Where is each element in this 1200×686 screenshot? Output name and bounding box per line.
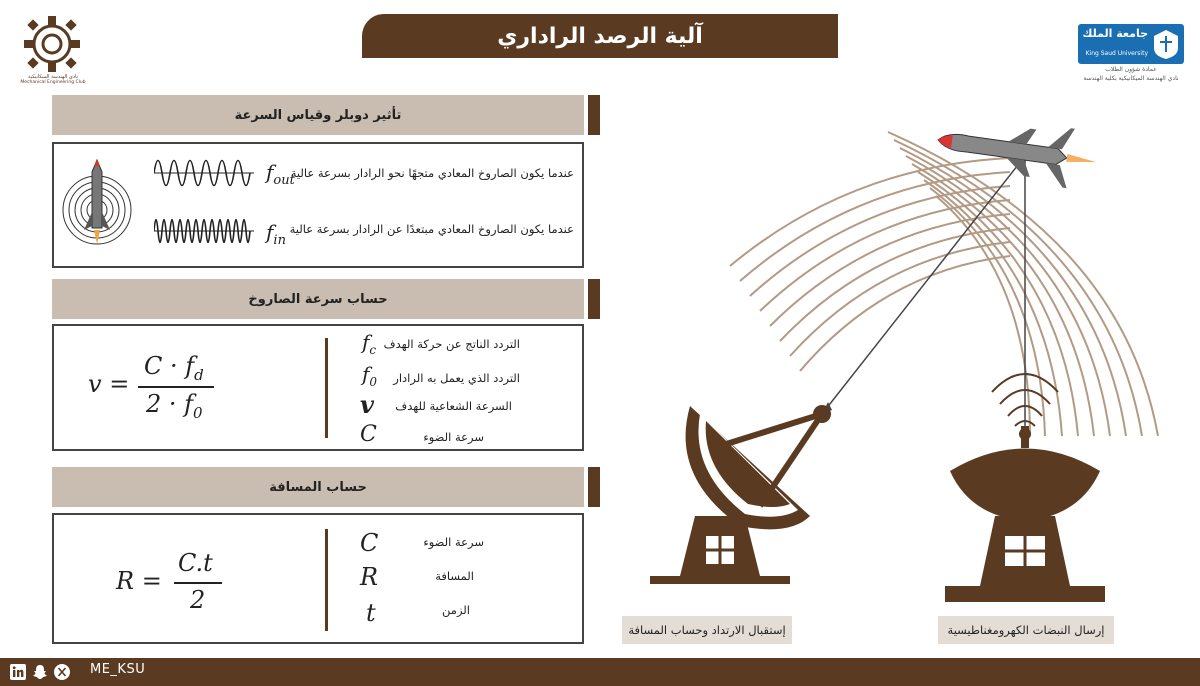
- university-name-en: King Saud University: [1085, 50, 1148, 57]
- legend-r-text: المسافة: [435, 569, 474, 583]
- legend-r-symbol: R: [360, 563, 379, 591]
- ksu-emblem-icon: [1152, 28, 1180, 60]
- distance-formula-lhs: R =: [116, 567, 162, 595]
- club-name-ar: نادي الهندسة الميكانيكية: [28, 74, 78, 80]
- doppler-box: [52, 142, 584, 268]
- legend-c-symbol: C: [360, 422, 377, 447]
- receive-label: إستقبال الارتداد وحساب المسافة: [622, 616, 792, 644]
- distance-formula-denominator: 2: [190, 586, 206, 614]
- deanship-label: عمادة شؤون الطلاب: [1105, 66, 1157, 73]
- legend-c2-text: سرعة الضوء: [423, 535, 484, 549]
- transmit-label: إرسال النبضات الكهرومغناطيسية: [938, 616, 1114, 644]
- distance-formula-numerator: C.t: [178, 549, 213, 577]
- legend-fc-text: التردد الناتج عن حركة الهدف: [383, 337, 520, 351]
- social-handle[interactable]: ME_KSU: [90, 662, 146, 677]
- wave-in-icon: [154, 208, 254, 254]
- university-name-ar: جامعة الملك سعود: [1049, 27, 1148, 40]
- ksu-logo: [1049, 24, 1184, 64]
- legend-c2-symbol: C: [360, 529, 379, 557]
- distance-box: [52, 513, 584, 644]
- page-title: آلية الرصد الراداري: [362, 14, 838, 58]
- wave-out-icon: [154, 150, 254, 196]
- doppler-heading: تأثير دوبلر وقياس السرعة: [52, 95, 584, 135]
- legend-t-symbol: t: [366, 599, 376, 627]
- legend-f0-text: التردد الذي يعمل به الرادار: [393, 371, 520, 385]
- speed-heading: حساب سرعة الصاروخ: [52, 279, 584, 319]
- missile-icon: [934, 110, 1101, 192]
- footer-bar: [0, 658, 1200, 686]
- speed-formula-lhs: v =: [88, 370, 130, 398]
- snapchat-icon[interactable]: [32, 664, 48, 680]
- legend-v-text: السرعة الشعاعية للهدف: [395, 399, 512, 413]
- club-name-en: Mechanical Engineering Club: [20, 80, 86, 85]
- distance-fraction-line: [174, 582, 222, 584]
- distance-heading-tab: [588, 467, 600, 507]
- speed-heading-tab: [588, 279, 600, 319]
- legend-fc-symbol: $f_c$: [362, 330, 377, 357]
- speed-divider: [325, 338, 328, 438]
- transmitter-dish-icon: [945, 426, 1105, 602]
- speed-box: [52, 324, 584, 451]
- distance-heading: حساب المسافة: [52, 467, 584, 507]
- receiver-dish-icon: [650, 405, 831, 584]
- speed-formula-denominator: $2 \cdot f_0$: [146, 390, 203, 422]
- doppler-toward-text: عندما يكون الصاروخ المعادي متجهًا نحو الرادار بسرعة عالية: [290, 166, 574, 180]
- linkedin-icon[interactable]: [10, 664, 26, 680]
- rocket-rings-icon: [60, 150, 134, 260]
- x-icon[interactable]: [54, 664, 70, 680]
- doppler-away-text: عندما يكون الصاروخ المعادي مبتعدًا عن الرادار بسرعة عالية: [289, 222, 574, 236]
- legend-v-symbol: v: [360, 390, 374, 419]
- legend-t-text: الزمن: [442, 603, 470, 617]
- pulse-waves: [730, 132, 1158, 436]
- f-out-symbol: $f_{out}$: [266, 160, 295, 188]
- radar-illustration: [610, 96, 1200, 616]
- f-in-symbol: $f_{in}$: [266, 220, 286, 248]
- legend-f0-symbol: $f_0$: [362, 362, 378, 389]
- reflected-beam-line: [822, 156, 1025, 414]
- club-college-label: نادي الهندسة الميكانيكية بكلية الهندسة: [1083, 75, 1179, 82]
- distance-divider: [325, 529, 328, 631]
- speed-fraction-line: [138, 386, 214, 388]
- speed-formula-numerator: $C \cdot f_d$: [144, 352, 204, 384]
- doppler-heading-tab: [588, 95, 600, 135]
- legend-c-text: سرعة الضوء: [423, 430, 484, 444]
